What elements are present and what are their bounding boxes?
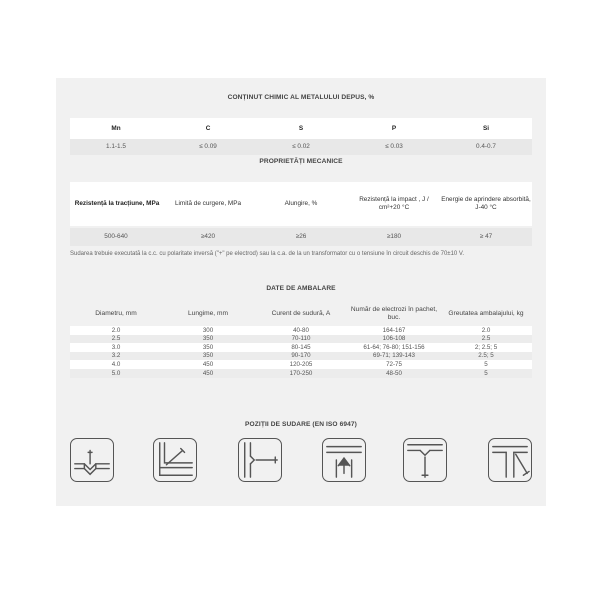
mechanical-value-tensile: 500-640 (104, 233, 128, 241)
chemical-header-c: C (205, 124, 211, 132)
packaging-row (70, 352, 532, 361)
mechanical-header-row (70, 182, 532, 226)
chemical-header-si: Si (482, 124, 490, 132)
weld-position-pf-icon (322, 438, 366, 482)
packaging-cell-diameter: 3.0 (111, 343, 121, 351)
weld-position-pc-icon (238, 438, 282, 482)
packaging-cell-count: 106-108 (382, 335, 406, 343)
packaging-cell-current: 170-250 (289, 369, 313, 377)
chemical-header-p: P (391, 124, 397, 132)
chemical-value-c: ≤ 0.09 (199, 143, 217, 151)
packaging-header-weight: Greutatea ambalajului, kg (448, 310, 524, 318)
packaging-cell-weight: 2.5 (481, 335, 491, 343)
packaging-cell-length: 450 (202, 369, 214, 377)
positions-icon-row (70, 438, 532, 488)
packaging-cell-count: 61-64; 76-80; 151-156 (363, 343, 425, 351)
packaging-header-row (70, 303, 532, 325)
chemical-value-s: ≤ 0.02 (292, 143, 310, 151)
packaging-cell-diameter: 2.0 (111, 326, 121, 334)
weld-position-pa-icon (70, 438, 114, 482)
mechanical-value-energy: ≥ 47 (479, 233, 493, 241)
packaging-cell-current: 90-170 (291, 352, 311, 360)
packaging-cell-count: 69-71; 139-143 (373, 352, 415, 360)
positions-title: POZIȚII DE SUDARE (EN ISO 6947) (245, 421, 357, 428)
packaging-cell-length: 350 (202, 343, 214, 351)
chemical-value-p: ≤ 0.03 (385, 143, 403, 151)
mechanical-header-elongation: Alungire, % (284, 200, 318, 208)
packaging-cell-length: 300 (202, 326, 214, 334)
mechanical-header-impact: Rezistență la impact , J / cm²+20 °C (359, 196, 429, 211)
packaging-cell-count: 164-167 (382, 326, 406, 334)
packaging-header-count: Număr de electrozi în pachet, buc. (350, 306, 438, 321)
packaging-row (70, 369, 532, 378)
packaging-cell-current: 80-145 (291, 343, 311, 351)
packaging-cell-length: 350 (202, 352, 214, 360)
packaging-row (70, 360, 532, 369)
packaging-row (70, 335, 532, 344)
packaging-header-diameter: Diametru, mm (95, 310, 137, 318)
chemical-header-row (70, 118, 532, 139)
packaging-cell-current: 70-110 (291, 335, 311, 343)
packaging-row (70, 326, 532, 335)
mechanical-value-row (70, 228, 532, 246)
mechanical-header-yield: Limită de curgere, MPa (174, 200, 242, 208)
welding-note: Sudarea trebuie executată la c.c. cu polaritate inversă ("+" pe electrod) sau la c.a. de la un transformator cu o tensiune în circuit deschis de 70±10 V. (70, 251, 465, 257)
packaging-cell-diameter: 4.0 (111, 360, 121, 368)
packaging-cell-weight: 5 (484, 360, 488, 368)
packaging-cell-weight: 2; 2.5; 5 (474, 343, 498, 351)
chemical-value-mn: 1.1-1.5 (106, 143, 126, 151)
mechanical-title: PROPRIETĂȚI MECANICE (259, 158, 343, 165)
packaging-cell-diameter: 2.5 (111, 335, 121, 343)
packaging-cell-weight: 2.5; 5 (478, 352, 494, 360)
packaging-header-current: Curent de sudură, A (271, 310, 331, 318)
mechanical-header-tensile: Rezistență la tracțiune, MPa (74, 200, 160, 208)
packaging-cell-diameter: 3.2 (111, 352, 121, 360)
chemical-header-mn: Mn (111, 124, 121, 132)
packaging-cell-current: 120-205 (289, 360, 313, 368)
weld-position-pb-icon (153, 438, 197, 482)
chemical-value-si: 0.4-0.7 (476, 143, 496, 151)
packaging-cell-count: 72-75 (386, 360, 402, 368)
weld-position-pe-icon (403, 438, 447, 482)
chemical-title: CONȚINUT CHIMIC AL METALULUI DEPUS, % (227, 94, 375, 101)
chemical-value-row (70, 139, 532, 155)
packaging-title: DATE DE AMBALARE (266, 285, 336, 292)
mechanical-value-elongation: ≥26 (295, 233, 307, 241)
mechanical-value-impact: ≥180 (386, 233, 402, 241)
weld-position-pd-icon (488, 438, 532, 482)
packaging-cell-count: 48-50 (386, 369, 402, 377)
packaging-header-length: Lungime, mm (188, 310, 228, 318)
chemical-header-s: S (298, 124, 304, 132)
packaging-row (70, 343, 532, 352)
packaging-cell-current: 40-80 (293, 326, 309, 334)
packaging-cell-length: 450 (202, 360, 214, 368)
product-data-panel (56, 78, 546, 506)
mechanical-value-yield: ≥420 (200, 233, 216, 241)
packaging-cell-diameter: 5.0 (111, 369, 121, 377)
packaging-cell-weight: 5 (484, 369, 488, 377)
packaging-cell-weight: 2.0 (481, 326, 491, 334)
mechanical-header-energy: Energie de aprindere absorbită, J-40 °C (441, 196, 531, 211)
packaging-cell-length: 350 (202, 335, 214, 343)
